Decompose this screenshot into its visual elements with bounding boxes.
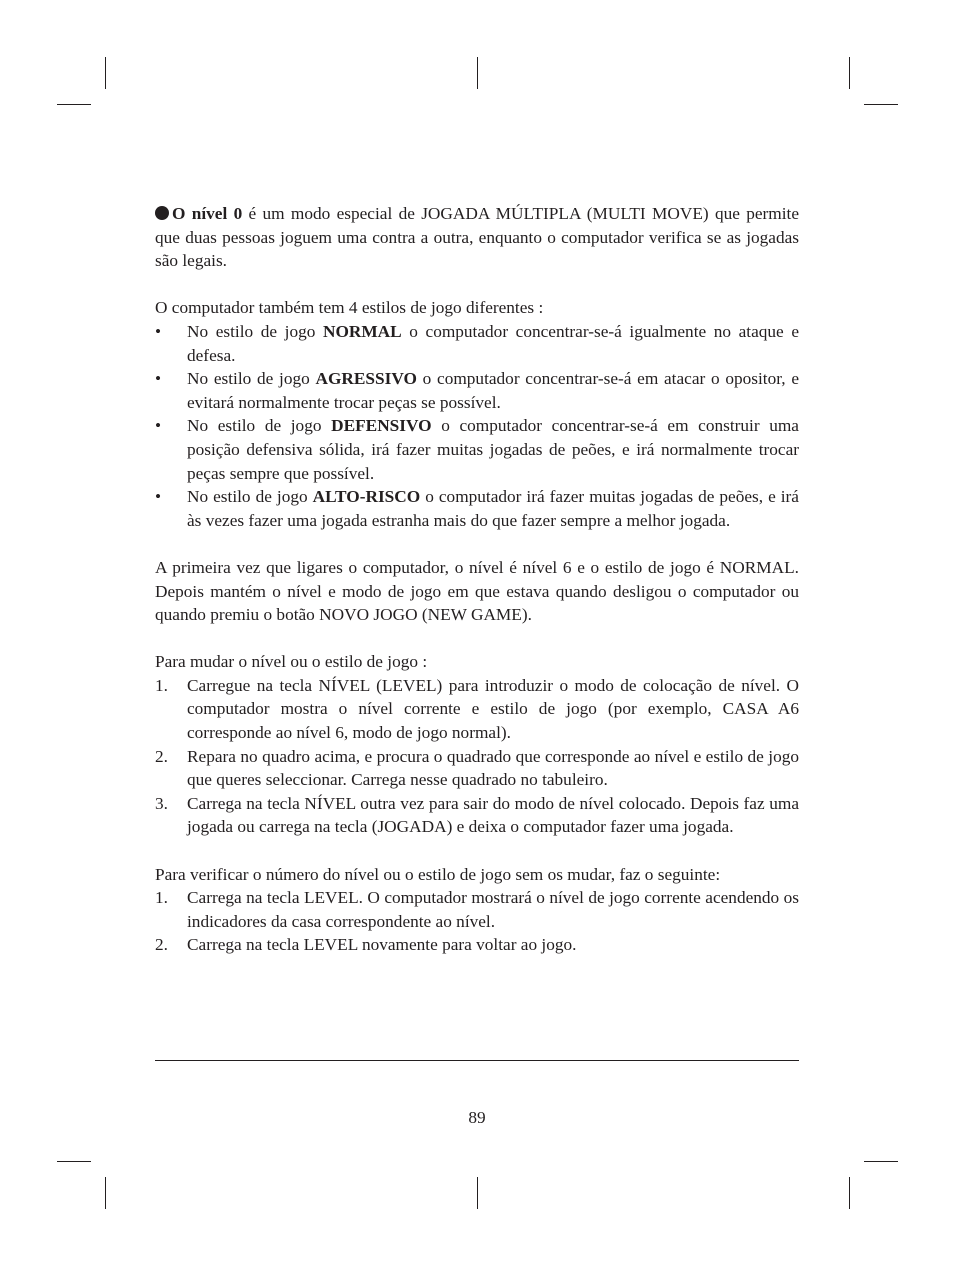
page-number: 89 [468,1108,486,1127]
styles-list [155,320,799,532]
verify-steps-list [155,886,799,957]
step-text: Carrega na tecla LEVEL. O computador mostrará o nível de jogo corrente acendendo os indicadores da casa correspondente ao nível. [187,888,799,931]
footer-rule [155,1060,799,1061]
intro-text: é um modo especial de JOGADA MÚLTIPLA (MULTI MOVE) que permite que duas pessoas joguem uma contra a outra, enquanto o computador verifica se as jogadas são legais. [155,204,799,271]
item-text: o computador concentrar-se-á em construir uma posição defensiva sólida, irá fazer muitas jogadas de peões, e irá normalmente trocar peças sempre que possível. [187,416,799,483]
item-bold: ALTO-RISCO [312,487,421,507]
intro-level-bold: O nível 0 [172,204,243,223]
step-number: 2. [155,746,168,766]
list-item [155,792,799,839]
change-heading: Para mudar o nível ou o estilo de jogo : [155,652,428,672]
item-text: No estilo de jogo [187,487,313,507]
item-bold: DEFENSIVO [331,416,432,436]
list-item [155,320,799,367]
bullet-marker: • [155,369,162,389]
step-text: Carregue na tecla NÍVEL (LEVEL) para introduzir o modo de colocação de nível. O computador mostra o nível corrente e estilo de jogo (por exemplo, CASA A6 corresponde ao nível 6, modo de jogo normal). [187,675,799,743]
filled-circle-icon [155,206,169,220]
crop-mark [105,57,106,89]
step-number: 1. [155,888,168,908]
list-item [155,367,799,414]
first-time-paragraph: A primeira vez que ligares o computador, o nível é nível 6 e o estilo de jogo é NORMAL. Depois mantém o nível e modo de jogo em que estava quando desligou o computador ou quando premiu o botão NOVO JOGO (NEW GAME). [155,557,799,625]
step-number: 2. [155,935,168,955]
step-number: 3. [155,793,168,813]
item-bold: NORMAL [322,321,402,341]
step-text: Carrega na tecla NÍVEL outra vez para sair do modo de nível colocado. Depois faz uma jogada ou carrega na tecla (JOGADA) e deixa o computador fazer uma jogada. [187,793,799,837]
item-text: o computador irá fazer muitas jogadas de peões, e irá às vezes fazer uma jogada estranha mais do que fazer sempre a melhor jogada. [187,487,799,530]
item-text: o computador concentrar-se-á igualmente no ataque e defesa. [187,321,799,365]
crop-mark [477,1177,478,1209]
crop-mark [57,1161,91,1162]
step-text: Repara no quadro acima, e procura o quadrado que corresponde ao nível e estilo de jogo que queres seleccionar. Carrega nesse quadrado no tabuleiro. [187,746,799,790]
item-text: No estilo de jogo [187,321,323,341]
bullet-marker: • [155,321,162,341]
step-text: Carrega na tecla LEVEL novamente para voltar ao jogo. [187,935,577,955]
intro-paragraph [155,202,799,273]
item-text: No estilo de jogo [187,369,316,389]
crop-mark [849,57,850,89]
page-body [155,202,799,957]
change-steps-list [155,674,799,839]
list-item [155,674,799,745]
item-text: No estilo de jogo [187,416,332,436]
list-item [155,745,799,792]
crop-mark [849,1177,850,1209]
list-item [155,886,799,933]
crop-mark [477,57,478,89]
bullet-marker: • [155,487,162,507]
list-item [155,414,799,485]
item-bold: AGRESSIVO [315,369,417,389]
styles-heading: O computador também tem 4 estilos de jogo diferentes : [155,298,544,318]
verify-heading: Para verificar o número do nível ou o estilo de jogo sem os mudar, faz o seguinte: [155,864,721,884]
list-item [155,933,799,957]
crop-mark [57,104,91,105]
list-item [155,485,799,532]
crop-mark [864,104,898,105]
bullet-marker: • [155,416,162,436]
crop-mark [864,1161,898,1162]
item-text: o computador concentrar-se-á em atacar o opositor, e evitará normalmente trocar peças se possível. [187,369,799,412]
step-number: 1. [155,675,168,695]
crop-mark [105,1177,106,1209]
